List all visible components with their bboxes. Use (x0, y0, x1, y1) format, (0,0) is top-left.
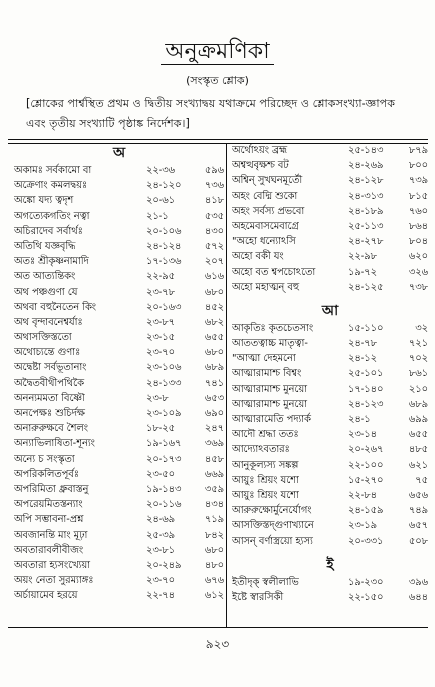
index-entry-page: ৭৫ (415, 474, 428, 486)
index-entry (232, 249, 428, 264)
index-entry-chapter-verse: ২৩-১৯ (348, 520, 377, 532)
index-entry (14, 209, 224, 224)
index-entry-verse: অর্থোঽয়ং ব্রহ্ম (232, 145, 287, 156)
index-entry (14, 482, 224, 497)
index-entry-page: ৭৩৯ (408, 175, 428, 187)
bottom-rule (8, 627, 428, 628)
index-entry-chapter-verse: ২৪-২৬৯ (348, 160, 384, 172)
index-entry (14, 239, 224, 254)
index-entry (14, 421, 224, 436)
explanatory-note: [শ্লোকের পার্শ্বস্থিত প্রথম ও দ্বিতীয় সংখ্যাদ্বয় যথাক্রমে পরিচ্ছেদ ও শ্লোকসংখ্যা-জ্ঞাপক এবং তৃতীয় সংখ্যাটি পৃষ্ঠাঙ্ক নির্দেশক।] (26, 97, 396, 130)
index-entry-verse: অত আত্যন্তিকং (14, 271, 76, 283)
index-entry (232, 204, 428, 219)
right-entry-list-aa (232, 321, 428, 549)
index-entry (232, 503, 428, 518)
index-entry-page: ৩৫৯ (204, 483, 224, 495)
index-entry (14, 360, 224, 375)
index-entry-page: ৭২১ (408, 338, 428, 350)
index-entry-page: ৬৫৫ (204, 332, 224, 344)
index-entry-page: ২০৭ (204, 256, 224, 268)
index-entry-verse: অবজানন্তি মাং মূঢ়া (14, 529, 88, 541)
index-entry-chapter-verse: ২৫-১০১ (348, 368, 384, 380)
index-entry-page: ২১০ (408, 383, 428, 395)
top-double-rule-upper (8, 139, 428, 140)
index-entry-verse: আত্মারামেতি পদ্যার্ক (232, 414, 311, 425)
index-entry-page: ৫০৮ (408, 535, 428, 547)
index-entry-page: ৬১২ (204, 590, 224, 602)
index-entry-verse: আততত্বাচ্চ মাতৃত্বা- (232, 338, 308, 350)
index-entry (14, 163, 224, 178)
index-entry (14, 224, 224, 239)
index-entry-verse: অয়ং নেতা সুরম্যাঙ্গঃ (14, 575, 94, 587)
index-entry (232, 280, 428, 295)
index-entry-verse: অদ্বেষ্টা সর্বভূতানাং (14, 362, 87, 374)
index-entry (232, 397, 428, 412)
index-entry (14, 558, 224, 573)
index-entry (232, 534, 428, 549)
index-entry-verse: আত্মারামাশ্চ মুনয়ো (232, 398, 307, 410)
index-entry-chapter-verse: ২৪-১২৪ (146, 240, 182, 252)
index-entry-page: ৬৯০ (204, 408, 224, 419)
index-entry-chapter-verse: ২৪-১২৫ (348, 281, 384, 293)
index-entry-chapter-verse: ২৩-৮ (146, 392, 169, 404)
index-entry (232, 458, 428, 473)
left-column (14, 143, 224, 603)
index-entry-chapter-verse: ২০-৩৩১ (348, 535, 384, 547)
index-entry-verse: অশ্বত্থবৃক্ষশ্চ বট (232, 160, 289, 172)
index-entry-page: ৮৬৪ (408, 220, 428, 232)
index-entry-verse: আত্মারামাশ্চ মুনয়ো (232, 383, 307, 395)
index-entry-page: ৬৫৬ (408, 489, 428, 501)
index-entry-chapter-verse: ২২-৭৪ (146, 590, 176, 602)
index-entry-verse: অপরেয়মিতস্তন্যাং (14, 499, 83, 511)
index-entry-verse: অর্চায়ামেব হরয়ে (14, 590, 78, 602)
index-entry-verse: অপরিমিতা ধ্রুবাস্তনু (14, 483, 89, 495)
index-entry-chapter-verse: ২৪-১৩৩ (146, 377, 182, 389)
index-entry-verse: অথ বৃন্দাবনেশ্বর্যাঃ (14, 316, 83, 328)
index-entry-chapter-verse: ২৫-৩৯ (146, 529, 175, 541)
index-entry-page: ৩৬৯ (204, 438, 224, 450)
index-entry (232, 442, 428, 457)
page-number: ৯২৩ (205, 637, 230, 651)
index-entry-chapter-verse: ২২-৩৬ (146, 165, 176, 176)
index-entry (14, 269, 224, 284)
index-entry-page: ৬৮০ (204, 286, 224, 298)
index-entry-verse: অনারুরুক্ষবে শৈলং (14, 423, 88, 435)
index-entry-page: ৪৫২ (204, 301, 224, 313)
index-entry-chapter-verse: ১৯-১৪৩ (146, 483, 182, 495)
index-entry-chapter-verse: ২২-১৫০ (348, 591, 384, 603)
index-entry-verse: অবতারাবলীবীজং (14, 544, 84, 556)
index-entry (14, 300, 224, 315)
index-entry (14, 512, 224, 527)
index-entry (232, 590, 428, 605)
index-entry (232, 575, 428, 590)
index-entry-page: ৭৪১ (204, 377, 224, 389)
page-title: অনুক্রমণিকা (0, 34, 435, 71)
index-entry (232, 173, 428, 188)
index-entry-chapter-verse: ১৯-২৩০ (348, 576, 384, 588)
index-entry-chapter-verse: ২৩-৭০ (146, 347, 176, 359)
index-entry-page: ৬৮০ (204, 347, 224, 359)
index-entry (232, 518, 428, 533)
index-entry (232, 382, 428, 397)
index-entry-page: ৫৯৬ (204, 165, 224, 176)
index-entry-verse: অবতারা হ্যসংখ্যেয়া (14, 559, 90, 571)
index-entry (14, 452, 224, 467)
index-entry-page: ৪৩৪ (204, 499, 224, 511)
index-entry-verse: অপরিকলিতপূর্বঃ (14, 468, 79, 480)
index-entry-verse: আসক্তিস্তদ্গুণাখ্যানে (232, 520, 314, 532)
index-entry (14, 406, 224, 421)
index-entry-verse: ইতীদৃক্ স্বলীলাভি (232, 576, 299, 588)
index-entry-chapter-verse: ২০-২৪৯ (146, 559, 182, 571)
index-entry-verse: ইষ্টে স্বারসিকী (232, 591, 284, 603)
index-entry-verse: আকৃতিঃ কৃতচেতসাং (232, 322, 314, 334)
index-entry-verse: আদ্যোঽবতারঃ (232, 444, 290, 456)
index-entry-chapter-verse: ২৩-১৪ (348, 429, 377, 441)
index-entry-verse: অনপেক্ষঃ শুচির্দক্ষ (14, 408, 85, 419)
index-entry-page: ৬৫৭ (408, 520, 428, 532)
index-entry-chapter-verse: ২০-১১৬ (146, 499, 182, 511)
index-entry-page: ২৪৭ (204, 423, 224, 435)
index-entry-verse: অনন্যমমতা বিষ্ণৌ (14, 392, 85, 404)
index-entry-chapter-verse: ২৩-১৫ (146, 332, 175, 344)
index-entry-chapter-verse: ১৫-২৭০ (348, 474, 384, 486)
index-entry-page: ৫৭২ (204, 240, 224, 252)
index-entry-page: ৩২৬ (408, 266, 428, 278)
index-entry-verse: আরুরুক্ষোর্মুনের্যোগং (232, 505, 312, 517)
right-entry-list-a (232, 143, 428, 295)
index-entry-chapter-verse: ২৪-১৮৯ (348, 205, 384, 217)
index-entry-page: ৬৫৫ (408, 429, 428, 441)
index-entry-chapter-verse: ২৪-১২৩ (348, 398, 384, 410)
index-entry-page: ৪৫৮ (204, 453, 224, 465)
index-entry-page: ৬৭৬ (204, 575, 224, 587)
index-entry-chapter-verse: ১৭-১৩৬ (146, 256, 182, 268)
index-entry-page: ৭০২ (408, 353, 428, 365)
index-entry (232, 488, 428, 503)
index-entry-page: ৩২ (415, 322, 428, 334)
index-entry-page: ৫৩৫ (204, 210, 224, 222)
index-entry-chapter-verse: ২৫-১৪৩ (348, 145, 384, 156)
index-entry-verse: অন্যাভিলাষিতা-শূন্যং (14, 438, 95, 450)
index-entry-chapter-verse: ২০-১০৬ (146, 225, 182, 237)
index-entry-verse: আয়ুঃ শ্রিয়ং যশো (232, 489, 299, 501)
index-entry-chapter-verse: ২১-১ (146, 210, 169, 222)
index-entry-page: ৮৭৯ (408, 145, 428, 156)
index-entry-chapter-verse: ২৩-৮১ (146, 544, 175, 556)
index-entry-chapter-verse: ২৫-১১৩ (348, 220, 384, 232)
index-entry-chapter-verse: ২৪-১২ (348, 353, 377, 365)
index-entry-verse: অহং সর্বস্য প্রভবো (232, 205, 305, 217)
index-entry (232, 189, 428, 204)
index-entry (232, 158, 428, 173)
index-entry-verse: অহো মহাত্মন্ বহু (232, 281, 300, 293)
page-subtitle: (সংস্কৃত শ্লোক) (186, 74, 249, 87)
index-entry-page: ৪৩০ (204, 225, 224, 237)
index-entry-chapter-verse: ২৩-১০৯ (146, 408, 182, 419)
index-entry (14, 330, 224, 345)
index-entry-page: ৭১৯ (204, 514, 224, 526)
index-entry-chapter-verse: ২৪-৩১৩ (348, 190, 384, 202)
column-divider (226, 143, 227, 627)
index-entry-chapter-verse: ২৩-৭৮ (146, 286, 176, 298)
index-entry-verse: অহো বত শ্বপচোঽতো (232, 266, 316, 278)
section-heading-aa: আ (321, 302, 339, 319)
index-entry-chapter-verse: ২৪-১ (348, 414, 371, 425)
index-entry-verse: অহো বকী যং (232, 251, 284, 263)
index-entry (14, 573, 224, 588)
index-entry-verse: আত্মারামাশ্চ বিশ্বং (232, 368, 302, 380)
index-entry-page: ৬২১ (408, 459, 428, 471)
index-entry-verse: অক্রেণাং কমলদ্বয়ঃ (14, 180, 88, 192)
index-entry (14, 285, 224, 300)
index-entry (232, 234, 428, 249)
index-entry-chapter-verse: ২০-৬১ (146, 195, 176, 207)
index-entry-page: ৬৫৩ (204, 392, 224, 404)
index-entry-verse: অহমেবাসমেবাগ্রে (232, 220, 299, 232)
index-entry (14, 376, 224, 391)
index-entry (232, 351, 428, 366)
index-entry-page: ৩৯৬ (408, 576, 428, 588)
index-entry-page: ৬৮৯ (408, 398, 428, 410)
index-entry-chapter-verse: ২২-৮৪ (348, 489, 377, 501)
index-entry (14, 345, 224, 360)
index-entry-chapter-verse: ২৩-৭০ (146, 575, 176, 587)
index-entry-page: ৭৬০ (408, 205, 428, 217)
index-entry-verse: অগত্যেকগতিং নত্বা (14, 210, 90, 222)
index-entry-verse: আনুকূল্যস্য সঙ্কল্প (232, 459, 299, 471)
index-entry-verse: অথ পঞ্চগুণা যে (14, 286, 78, 298)
index-entry-verse: অতিথি যজ্ঞবৃদ্ধি (14, 240, 76, 252)
index-entry-verse: অথবা বহুনৈতেন কিং (14, 301, 97, 313)
index-entry-verse: অচিরাদেব সর্বার্থঃ (14, 225, 83, 237)
index-entry-page: ৮৪২ (204, 529, 224, 541)
right-entry-list-i (232, 575, 428, 605)
index-entry-verse: অন্যে চ সংস্কৃতা (14, 453, 75, 465)
index-entry-chapter-verse: ২৪-২৭৮ (348, 236, 384, 248)
index-entry (14, 315, 224, 330)
index-entry-verse: অথোচ্যন্তে গুণাঃ (14, 347, 81, 359)
index-entry-chapter-verse: ১৭-১৪০ (348, 383, 384, 395)
index-entry (232, 143, 428, 158)
index-entry-verse: অহং বেদ্মি শুকো (232, 190, 298, 202)
index-entry-chapter-verse: ২৪-১২০ (146, 180, 182, 192)
index-entry-verse: আদৌ শ্রদ্ধা ততঃ (232, 429, 299, 441)
index-entry-chapter-verse: ২২-৯৮ (348, 251, 377, 263)
index-entry (14, 543, 224, 558)
index-entry-page: ৭৩৬ (204, 180, 224, 192)
index-entry-chapter-verse: ২৩-৮৭ (146, 316, 176, 328)
index-entry-chapter-verse: ২০-২৬৭ (348, 444, 384, 456)
index-entry-chapter-verse: ২০-১৭৩ (146, 453, 182, 465)
index-entry-page: ৬৪৪ (408, 591, 428, 603)
index-entry-verse: অকামঃ সর্বকামো বা (14, 165, 92, 176)
index-entry-chapter-verse: ২২-১০০ (348, 459, 384, 471)
index-entry-page: ৮০০ (408, 160, 428, 172)
index-entry-chapter-verse: ১৯-৭২ (348, 266, 377, 278)
index-entry (14, 528, 224, 543)
index-entry-page: ৪৮৫ (408, 444, 428, 456)
index-entry-page: ৪৮০ (204, 559, 224, 571)
index-entry (232, 473, 428, 488)
index-entry-verse: অতঃ শ্রীকৃষ্ণনামাদি (14, 256, 89, 268)
index-entry-chapter-verse: ২৩-১০৬ (146, 362, 182, 374)
index-entry-page: ৬৯৯ (408, 414, 428, 425)
index-entry (14, 178, 224, 193)
index-entry-chapter-verse: ১৫-১১০ (348, 322, 384, 334)
index-entry-page: ৬৮২ (204, 316, 224, 328)
index-entry (14, 193, 224, 208)
right-column (232, 143, 428, 605)
index-entry (232, 219, 428, 234)
index-entry (232, 366, 428, 381)
index-entry-chapter-verse: ২০-১৬৩ (146, 301, 182, 313)
left-entry-list (14, 163, 224, 603)
index-entry-verse: "আত্মা দেহমনো (232, 353, 296, 365)
index-entry-chapter-verse: ১৮-২৫ (146, 423, 175, 435)
index-entry-chapter-verse: ২৪-৭৮ (348, 338, 377, 350)
index-entry-verse: আসন্ বর্ণাস্ত্রয়ো হ্যস্য (232, 535, 313, 547)
index-entry-verse: অথাসক্তিস্ততো (14, 332, 72, 344)
index-entry (14, 254, 224, 269)
index-entry-chapter-verse: ১৯-১৬৭ (146, 438, 182, 450)
index-entry (14, 467, 224, 482)
index-entry-verse: "অহো ধন্যোঽসি (232, 236, 296, 248)
index-entry (14, 391, 224, 406)
index-entry-page: ৬২০ (408, 251, 428, 263)
index-entry-page: ৬১৬ (204, 271, 224, 283)
index-entry (232, 412, 428, 427)
index-entry-verse: অদ্বৈতবীথীপথিকৈ (14, 377, 84, 389)
index-entry-page: ৬৬৯ (204, 468, 224, 480)
index-entry-page: ৬৮৯ (204, 362, 224, 374)
index-entry (232, 265, 428, 280)
index-entry-page: ৭৩৮ (408, 281, 428, 293)
index-entry (232, 427, 428, 442)
index-entry-page: ৬৮০ (204, 544, 224, 556)
index-entry-page: ৮০৪ (408, 236, 428, 248)
index-entry-verse: অশ্বিন্ সুখঘনমূর্তৌ (232, 175, 303, 187)
index-entry-chapter-verse: ২৪-১২৮ (348, 175, 384, 187)
index-entry-chapter-verse: ২৪-৬৯ (146, 514, 175, 526)
index-entry (14, 497, 224, 512)
index-entry (232, 336, 428, 351)
index-entry-page: ৪১৮ (204, 195, 224, 207)
index-entry (232, 321, 428, 336)
section-heading-a: অ (112, 145, 126, 161)
index-entry-chapter-verse: ২৩-৫০ (146, 468, 176, 480)
index-entry-verse: আয়ুঃ শ্রিয়ং যশো (232, 474, 299, 486)
index-entry (14, 436, 224, 451)
index-entry-verse: অপি সম্ভাবনা-প্রশ্ন (14, 514, 84, 526)
index-entry-chapter-verse: ২৪-১৫৯ (348, 505, 384, 517)
index-entry-page: ৭৪৯ (408, 505, 428, 517)
index-entry-page: ৮৬১ (408, 368, 428, 380)
index-entry-chapter-verse: ২২-৯৫ (146, 271, 175, 283)
section-heading-i: ই (326, 556, 334, 573)
index-entry-page: ৮১৫ (408, 190, 428, 202)
index-entry-verse: অঙ্কো যদ্য ত্বদৃশ (14, 195, 74, 207)
index-entry (14, 588, 224, 603)
